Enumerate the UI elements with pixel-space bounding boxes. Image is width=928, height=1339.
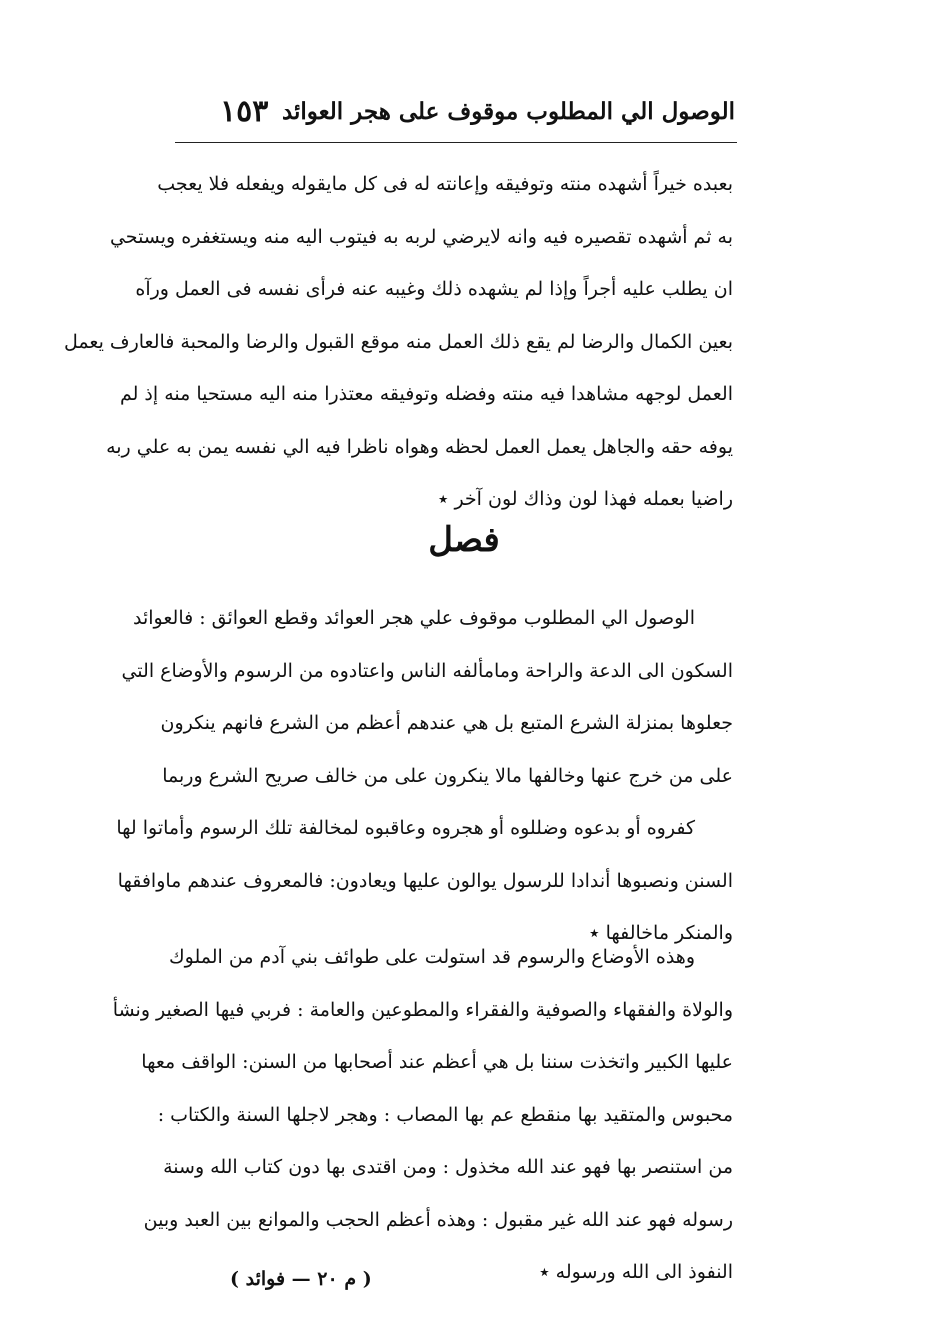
signature-mark: ( م ٢٠ — فوائد ) (230, 1268, 372, 1290)
page-number: ١٥٣ (220, 94, 269, 129)
paragraph-2 (116, 592, 733, 960)
text-line: بعين الكمال والرضا لم يقع ذلك العمل منه موقع القبول والرضا والمحبة فالعارف يعمل (64, 330, 733, 353)
text-line: محبوس والمتقيد بها منقطع عم بها المصاب : وهجر لاجلها السنة والكتاب : (157, 1103, 733, 1126)
text-line: يوفه حقه والجاهل يعمل العمل لحظه وهواه ناظرا فيه الي نفسه يمن به علي ربه (106, 435, 733, 458)
running-title: الوصول الي المطلوب موقوف على هجر العوائد (281, 98, 735, 125)
paragraph-1 (64, 158, 733, 526)
text-line: السنن ونصبوها أندادا للرسول يوالون عليها ويعادون: فالمعروف عندهم ماوافقها (117, 869, 733, 892)
text-line: به ثم أشهده تقصيره فيه وانه لايرضي لربه به فيتوب اليه منه ويستغفره ويستحي (109, 225, 733, 248)
text-line: السكون الى الدعة والراحة ومامألفه الناس واعتادوه من الرسوم والأوضاع التي (121, 659, 733, 682)
page-header (175, 96, 735, 136)
text-line: النفوذ الى الله ورسوله ٭ (539, 1261, 733, 1283)
text-line: بعبده خيراً أشهده منته وتوفيقه وإعانته له فى كل مايقوله ويفعله فلا يعجب (157, 173, 733, 195)
text-line: عليها الكبير واتخذت سننا بل هي أعظم عند أصحابها من السنن: الواقف معها (141, 1051, 733, 1073)
text-line: العمل لوجهه مشاهدا فيه منته وفضله وتوفيقه معتذرا منه اليه مستحيا منه إذ لم (119, 383, 733, 405)
text-line: راضيا بعمله فهذا لون وذاك لون آخر ٭ (438, 488, 733, 510)
text-line: كفروه أو بدعوه وضللوه أو هجروه وعاقبوه لمخالفة تلك الرسوم وأماتوا لها (116, 817, 695, 839)
text-line: ان يطلب عليه أجراً وإذا لم يشهده ذلك وغيبه عنه فرأى نفسه فى العمل ورآه (135, 278, 733, 300)
header-rule (175, 142, 737, 143)
text-line: من استنصر بها فهو عند الله مخذول : ومن اقتدى بها دون كتاب الله وسنة (163, 1156, 733, 1178)
text-line: والمنكر ماخالفها ٭ (589, 922, 733, 944)
text-line: على من خرج عنها وخالفها مالا ينكرون على من خالف صريح الشرع وربما (162, 764, 733, 787)
text-line: الوصول الي المطلوب موقوف علي هجر العوائد وقطع العوائق : فالعوائد (133, 607, 695, 629)
text-line: رسوله فهو عند الله غير مقبول : وهذه أعظم الحجب والموانع بين العبد وبين (143, 1208, 733, 1231)
text-line: والولاة والفقهاء والصوفية والفقراء والمطوعين والعامة : فربي فيها الصغير ونشأ (112, 998, 733, 1021)
text-line: وهذه الأوضاع والرسوم قد استولت على طوائف بني آدم من الملوك (169, 946, 695, 968)
paragraph-3 (112, 931, 733, 1299)
text-line: جعلوها بمنزلة الشرع المتبع بل هي عندهم أعظم من الشرع فانهم ينكرون (160, 712, 733, 734)
section-title: فصل (428, 520, 500, 560)
